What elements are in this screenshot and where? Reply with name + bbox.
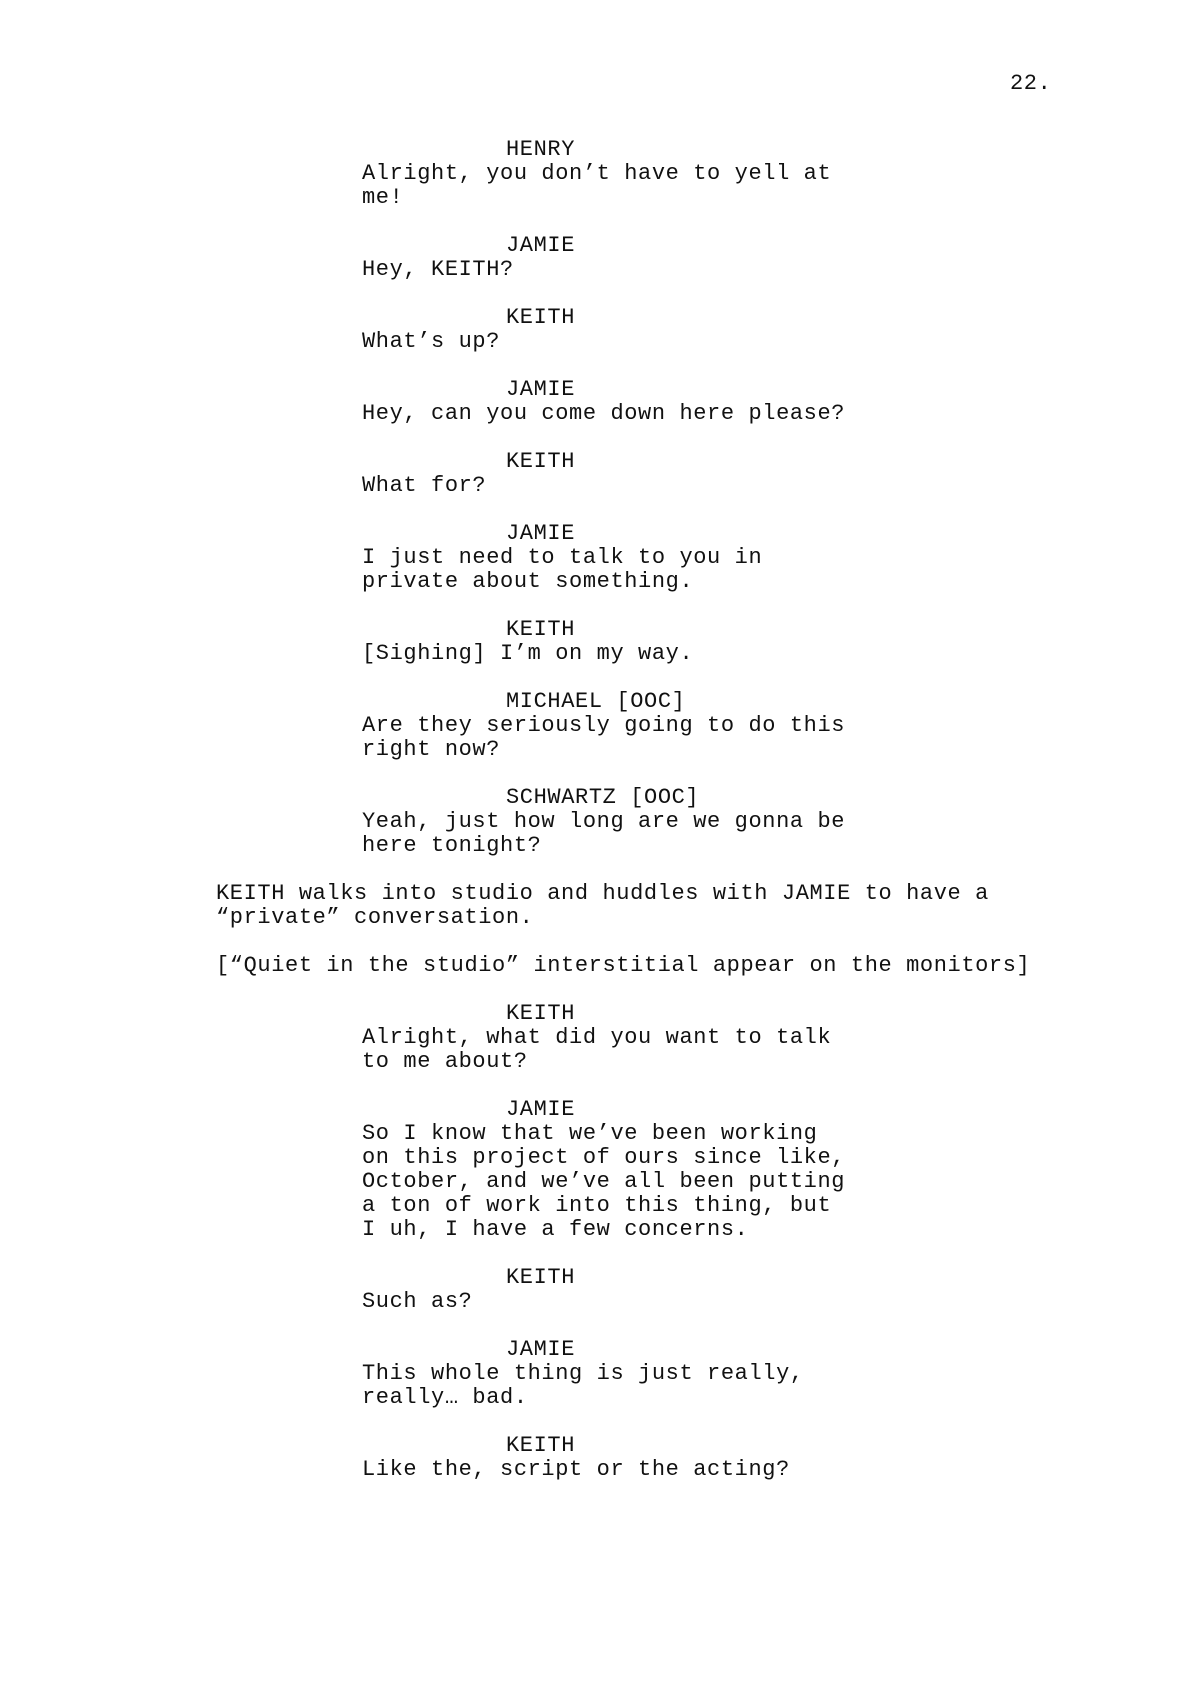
character-cue: KEITH (506, 449, 576, 474)
character-cue: JAMIE (506, 233, 576, 258)
line-spacer (0, 858, 1190, 882)
page-number: 22. (1010, 71, 1052, 96)
dialogue-text: Yeah, just how long are we gonna be here tonight? (362, 809, 846, 858)
dialogue-text: Alright, you don’t have to yell at me! (362, 161, 832, 210)
dialogue-text: Hey, KEITH? (362, 257, 514, 282)
character-cue: KEITH (506, 1001, 576, 1026)
line-spacer (0, 1074, 1190, 1098)
dialogue-text: I just need to talk to you in private about something. (362, 545, 763, 594)
line-spacer (0, 762, 1190, 786)
line-spacer (0, 666, 1190, 690)
line-spacer (0, 978, 1190, 1002)
dialogue-text: [Sighing] I’m on my way. (362, 641, 694, 666)
line-spacer (0, 210, 1190, 234)
dialogue-text: What for? (362, 473, 487, 498)
character-cue: JAMIE (506, 377, 576, 402)
line-spacer (0, 930, 1190, 954)
character-cue: HENRY (506, 137, 576, 162)
dialogue-text: So I know that we’ve been working on this project of ours since like, October, and we’ve all been putting a ton of work into this thing, but I uh, I have a few concerns. (362, 1121, 846, 1242)
script-body (0, 138, 1190, 1482)
character-cue: KEITH (506, 1433, 576, 1458)
action-text: [“Quiet in the studio” interstitial appear on the monitors] (216, 953, 1031, 978)
line-spacer (0, 354, 1190, 378)
dialogue-text: What’s up? (362, 329, 501, 354)
dialogue-text: Such as? (362, 1289, 473, 1314)
dialogue-text: Like the, script or the acting? (362, 1457, 790, 1482)
dialogue-text: This whole thing is just really, really… bad. (362, 1361, 804, 1410)
character-cue: SCHWARTZ [OOC] (506, 785, 700, 810)
character-cue: KEITH (506, 305, 576, 330)
line-spacer (0, 1410, 1190, 1434)
line-spacer (0, 426, 1190, 450)
dialogue-text: Hey, can you come down here please? (362, 401, 846, 426)
line-spacer (0, 1314, 1190, 1338)
character-cue: KEITH (506, 1265, 576, 1290)
line-spacer (0, 282, 1190, 306)
line-spacer (0, 498, 1190, 522)
line-spacer (0, 594, 1190, 618)
character-cue: JAMIE (506, 521, 576, 546)
character-cue: MICHAEL [OOC] (506, 689, 686, 714)
dialogue-text: Are they seriously going to do this right now? (362, 713, 846, 762)
action-text: KEITH walks into studio and huddles with JAMIE to have a “private” conversation. (216, 881, 989, 930)
dialogue-text: Alright, what did you want to talk to me about? (362, 1025, 832, 1074)
character-cue: KEITH (506, 617, 576, 642)
character-cue: JAMIE (506, 1097, 576, 1122)
character-cue: JAMIE (506, 1337, 576, 1362)
line-spacer (0, 1242, 1190, 1266)
